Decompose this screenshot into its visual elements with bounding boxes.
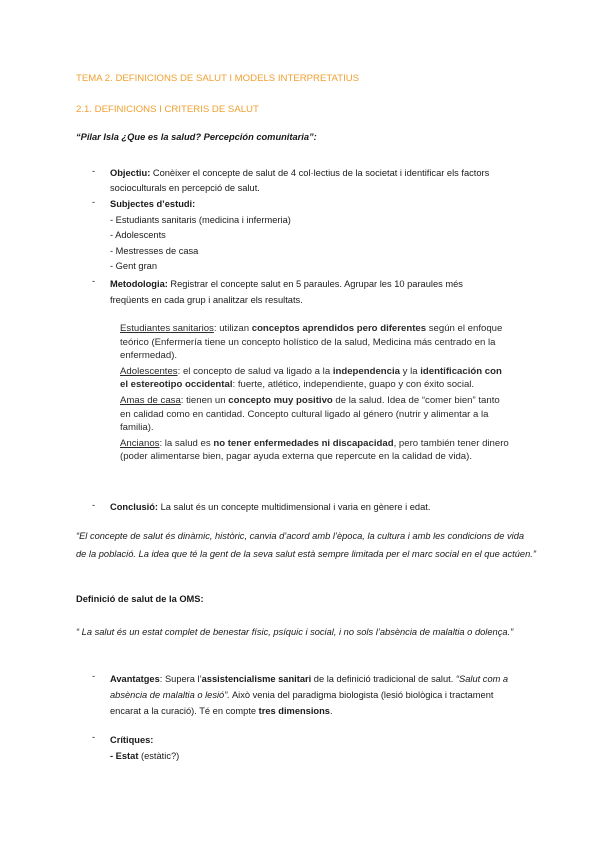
- bullet-dash: -: [92, 500, 96, 510]
- result-emphasis: independencia: [332, 365, 400, 377]
- objectiu-item: [110, 166, 530, 195]
- list-item: - Estudiants sanitaris (medicina i infermeria): [110, 214, 291, 225]
- list-item: - Adolescents: [110, 230, 166, 240]
- objectiu-text-2: socioculturals en percepció de salut.: [110, 182, 260, 193]
- critiques-item: [110, 732, 530, 764]
- avantatges-emphasis: tres dimensions: [258, 706, 330, 716]
- avantatges-quote: “Salut com a absència de malaltia o lesió”.: [110, 674, 509, 700]
- result-text: : la salud es: [159, 437, 214, 449]
- result-emphasis: no tener enfermedades ni discapacidad: [213, 437, 394, 449]
- subjectes-item: [110, 197, 530, 275]
- avantatges-item: [110, 671, 520, 719]
- results-block: [120, 322, 510, 466]
- group-label: Amas de casa: [120, 394, 181, 406]
- result-adolescentes: [120, 365, 510, 392]
- result-estudiantes: [120, 322, 510, 363]
- avantatges-text: de la definició tradicional de salut.: [311, 674, 456, 684]
- conclusio-label: Conclusió:: [110, 502, 159, 512]
- objectiu-label: Objectiu:: [110, 168, 151, 178]
- bullet-dash: -: [92, 732, 96, 742]
- avantatges-label: Avantatges: [110, 674, 160, 684]
- result-text: : tienen un: [180, 394, 229, 406]
- critiques-label: Crítiques:: [110, 735, 154, 745]
- list-item: - Gent gran: [110, 261, 158, 271]
- result-ancianos: [120, 437, 510, 464]
- metodologia-item: [110, 276, 530, 308]
- result-text: según el enfoque teórico (Enfermería tiene un concepto holístico de la salud, Medicina más centrado en la enfermedad).: [120, 323, 503, 362]
- bullet-dash: -: [92, 197, 96, 207]
- objectiu-text: Conèixer el concepte de salut de 4 col·lectius de la societat i identificar els factors: [150, 168, 490, 178]
- section-heading: 2.1. DEFINICIONS I CRITERIS DE SALUT: [76, 104, 259, 115]
- avantatges-text: Això venia del paradigma biologista (lesió biològica i tractament encarat a la curació). Té en compte: [110, 690, 494, 716]
- conclusio-text: La salut és un concepte multidimensional i varia en gènere i edat.: [158, 502, 431, 512]
- avantatges-text: : Supera l’: [159, 674, 202, 684]
- avantatges-text: .: [329, 706, 333, 716]
- result-text: , pero también tener dinero (poder alimentarse bien, pagar ayuda externa que repercute en la calidad de vida).: [120, 437, 509, 463]
- metodologia-label: Metodologia:: [110, 279, 168, 289]
- avantatges-emphasis: assistencialisme sanitari: [201, 674, 312, 684]
- group-label: Adolescentes: [120, 365, 178, 377]
- result-text: : fuerte, atlético, independiente, guapo y con éxito social.: [232, 379, 475, 391]
- result-text: : el concepto de salud va ligado a la: [177, 365, 333, 377]
- group-label: Estudiantes sanitarios: [120, 323, 214, 334]
- document-title: TEMA 2. DEFINICIONS DE SALUT I MODELS INTERPRETATIUS: [76, 73, 360, 84]
- group-label: Ancianos: [120, 437, 160, 449]
- metodologia-text: Registrar el concepte salut en 5 paraules. Agrupar les 10 paraules més: [167, 279, 463, 289]
- oms-heading: Definició de salut de la OMS:: [76, 594, 204, 604]
- result-text: : utilizan: [213, 323, 252, 334]
- result-emphasis: concepto muy positivo: [228, 394, 333, 406]
- bullet-dash: -: [92, 276, 96, 286]
- oms-quote: “ La salut és un estat complet de benestar físic, psíquic i social, i no sols l’absència de malaltia o dolença.”: [76, 627, 514, 637]
- result-amas: [120, 394, 510, 435]
- result-emphasis: identificación con el estereotipo occidental: [120, 365, 502, 391]
- list-item: - Mestresses de casa: [110, 245, 199, 256]
- intro-reference: “Pilar Isla ¿Que es la salud? Percepción comunitaria”:: [76, 132, 317, 142]
- metodologia-text-2: freqüents en cada grup i analitzar els resultats.: [110, 295, 303, 305]
- bullet-dash: -: [92, 671, 96, 681]
- critiques-estat-text: (estàtic?): [138, 751, 180, 761]
- bullet-dash: -: [92, 166, 96, 176]
- critiques-estat-label: - Estat: [110, 751, 139, 761]
- quote-salut-dinamica: “El concepte de salut és dinàmic, històric, canvia d’acord amb l’època, la cultura i amb les condicions de vida de la població. La idea que té la gent de la seva salut està sempre limitada per el marc social en el que actúen.”: [76, 531, 536, 559]
- conclusio-item: [110, 500, 530, 515]
- result-emphasis: conceptos aprendidos pero diferentes: [251, 323, 427, 334]
- result-text: de la salud. Idea de “comer bien” tanto en calidad como en cantidad. Concepto cultural ligado al género (nutrir y alimentar a la familia).: [120, 394, 500, 434]
- result-text: y la: [400, 365, 421, 377]
- subjectes-label: Subjectes d’estudi:: [110, 199, 196, 209]
